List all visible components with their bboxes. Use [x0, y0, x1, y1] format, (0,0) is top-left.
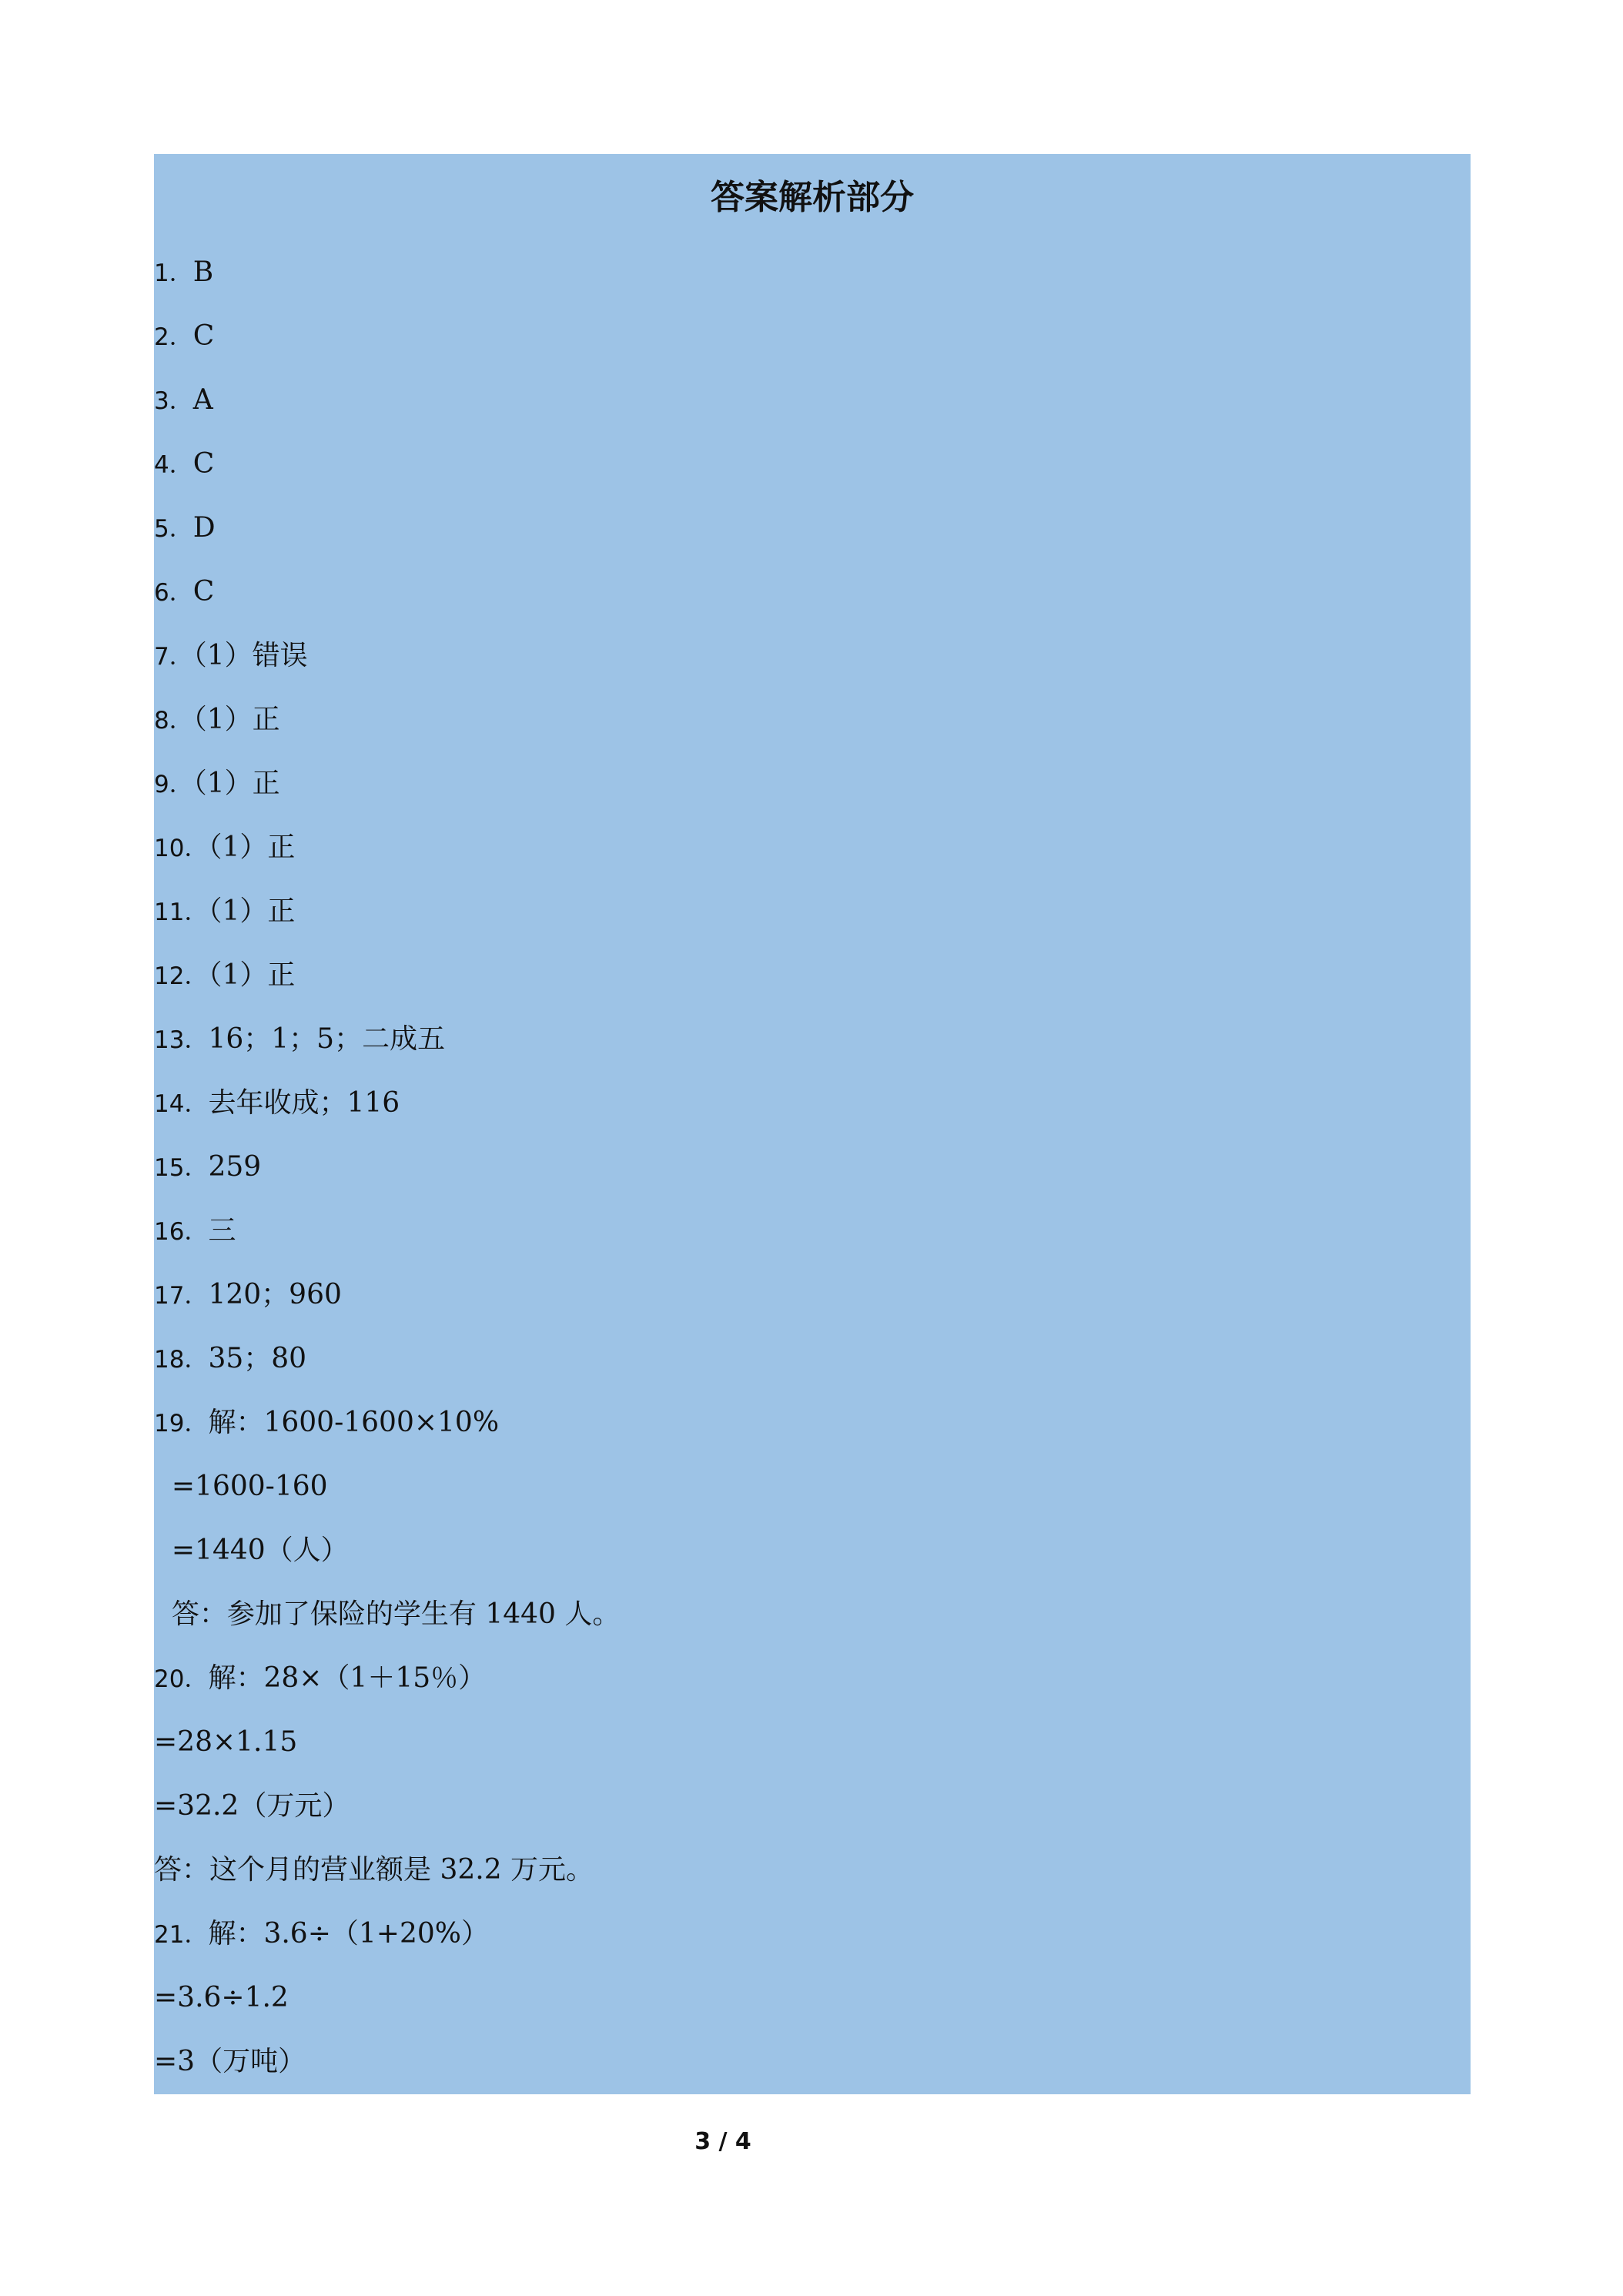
answer-text: 解：28×（1＋15％） [208, 1662, 487, 1694]
answer-text: 解：3.6÷（1+20%） [208, 1918, 489, 1950]
answer-number: 1． [154, 259, 193, 287]
answer-number: 7． [154, 643, 193, 671]
answer-number: 11． [154, 899, 209, 926]
answer-line [154, 879, 1471, 943]
answer-number: 9． [154, 771, 193, 798]
answer-list [154, 240, 1471, 2094]
answer-text: D [192, 512, 216, 544]
answer-text: （1）正 [208, 895, 296, 927]
answer-line [154, 815, 1471, 879]
answer-line [154, 1902, 1471, 1966]
answer-line [154, 432, 1471, 496]
answer-number: 10． [154, 835, 209, 862]
answer-text: =3.6÷1.2 [154, 1982, 289, 2013]
page-number: 3 / 4 [694, 2128, 751, 2155]
answer-number: 12． [154, 962, 209, 990]
answer-line [154, 1710, 1471, 1774]
answer-text: C [192, 576, 215, 607]
answer-line [154, 1582, 1471, 1646]
answer-text: =1600-160 [154, 1471, 328, 1502]
answer-line [154, 751, 1471, 815]
answer-line [154, 1646, 1471, 1710]
answer-line [154, 240, 1471, 304]
answer-number: 15． [154, 1154, 209, 1182]
answer-number: 8． [154, 707, 193, 735]
answer-text: C [192, 448, 215, 480]
answer-text: =3（万吨） [154, 2046, 306, 2077]
answer-number: 18． [154, 1346, 209, 1374]
answer-text: 去年收成；116 [208, 1087, 400, 1119]
answer-line [154, 1263, 1471, 1327]
answer-line [154, 1838, 1471, 1902]
answer-text: （1）错误 [192, 640, 308, 671]
answer-text: （1）正 [192, 704, 280, 735]
answer-text: 答：参加了保险的学生有 1440 人。 [154, 1598, 621, 1630]
answer-text: 解：1600-1600×10% [208, 1407, 500, 1438]
answer-text: 三 [208, 1215, 236, 1247]
answer-number: 16． [154, 1218, 209, 1246]
answer-line [154, 1774, 1471, 1838]
page-title: 答案解析部分 [711, 178, 914, 217]
answer-text: 答：这个月的营业额是 32.2 万元。 [154, 1854, 594, 1886]
answer-line [154, 496, 1471, 560]
answer-line [154, 2030, 1471, 2094]
answer-line [154, 560, 1471, 624]
answer-number: 20． [154, 1665, 209, 1693]
answer-line [154, 688, 1471, 751]
answer-number: 2． [154, 323, 193, 351]
answer-text: =28×1.15 [154, 1726, 298, 1758]
answer-line [154, 624, 1471, 688]
answer-line [154, 1518, 1471, 1582]
answer-text: （1）正 [192, 768, 280, 799]
answer-line [154, 943, 1471, 1007]
answer-number: 17． [154, 1282, 209, 1310]
answer-number: 19． [154, 1410, 209, 1438]
answer-line [154, 1007, 1471, 1071]
answer-text: =32.2（万元） [154, 1790, 350, 1822]
answer-text: A [192, 384, 213, 416]
answer-line [154, 1135, 1471, 1199]
answer-text: 16；1；5；二成五 [208, 1023, 446, 1055]
answer-line [154, 1391, 1471, 1454]
answer-line [154, 1327, 1471, 1391]
answer-number: 5． [154, 515, 193, 543]
answer-text: 35；80 [208, 1343, 307, 1374]
answer-number: 4． [154, 451, 193, 479]
answer-text: 259 [208, 1151, 262, 1183]
answer-number: 13． [154, 1026, 209, 1054]
answer-text: （1）正 [208, 832, 296, 863]
answer-number: 14． [154, 1090, 209, 1118]
answer-line [154, 304, 1471, 368]
answer-text: （1）正 [208, 959, 296, 991]
answer-panel [154, 154, 1471, 2094]
answer-line [154, 1199, 1471, 1263]
answer-text: B [192, 256, 214, 288]
answer-text: =1440（人） [154, 1535, 349, 1566]
answer-number: 3． [154, 387, 193, 415]
answer-line [154, 1966, 1471, 2030]
answer-line [154, 1071, 1471, 1135]
answer-line [154, 368, 1471, 432]
answer-number: 6． [154, 579, 193, 607]
answer-number: 21． [154, 1921, 209, 1949]
answer-line [154, 1454, 1471, 1518]
answer-text: 120；960 [208, 1279, 342, 1310]
answer-text: C [192, 320, 215, 352]
